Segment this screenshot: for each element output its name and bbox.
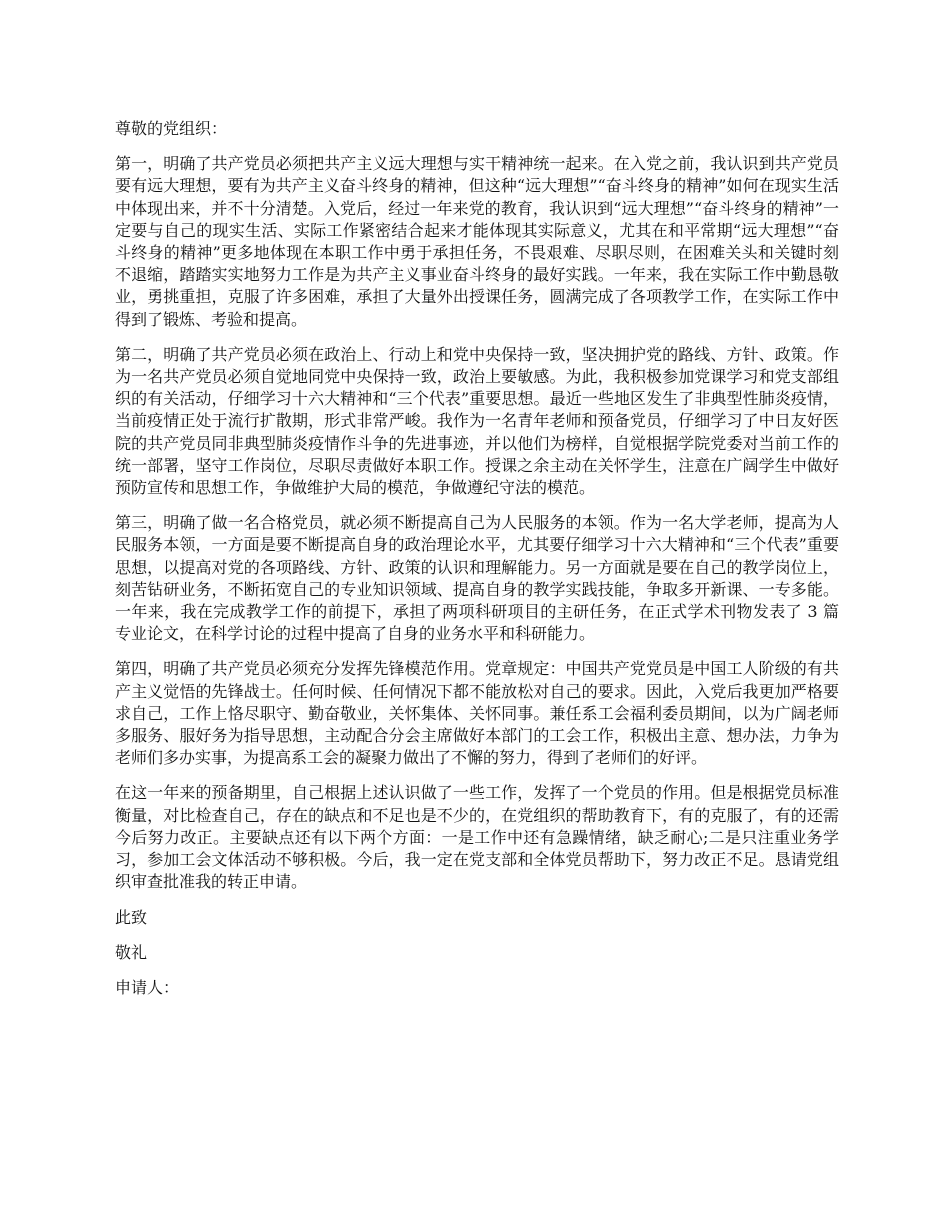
closing-line-1: 此致 xyxy=(115,907,148,927)
document-body xyxy=(115,118,839,1012)
paragraph-3: 第三，明确了做一名合格党员，就必须不断提高自己为人民服务的本领。作为一名大学老师，提高为人民服务本领，一方面是要不断提高自身的政治理论水平，尤其要仔细学习十六大精神和“三个代表”重要思想，以提高对党的各项路线、方针、政策的认识和理解能力。另一方面就是要在自己的教学岗位上，刻苦钻研业务，不断拓宽自己的专业知识领域、提高自身的教学实践技能，争取多开新课、一专多能。一年来，我在完成教学工作的前提下，承担了两项科研项目的主研任务，在正式学术刊物发表了 3 篇专业论文，在科学讨论的过程中提高了自身的业务水平和科研能力。 xyxy=(115,513,839,644)
paragraph-4: 第四，明确了共产党员必须充分发挥先锋模范作用。党章规定：中国共产党党员是中国工人阶级的有共产主义觉悟的先锋战士。任何时候、任何情况下都不能放松对自己的要求。因此，入党后我更加严格要求自己，工作上恪尽职守、勤奋敬业，关怀集体、关怀同事。兼任系工会福利委员期间，以为广阔老师多服务、服好务为指导思想，主动配合分会主席做好本部门的工会工作，积极出主意、想办法，力争为老师们多办实事，为提高系工会的凝聚力做出了不懈的努力，得到了老师们的好评。 xyxy=(115,659,839,768)
paragraph-2: 第二，明确了共产党员必须在政治上、行动上和党中央保持一致，坚决拥护党的路线、方针、政策。作为一名共产党员必须自觉地同党中央保持一致，政治上要敏感。为此，我积极参加党课学习和党支部组织的有关活动，仔细学习十六大精神和“三个代表”重要思想。最近一些地区发生了非典型性肺炎疫情，当前疫情正处于流行扩散期，形式非常严峻。我作为一名青年老师和预备党员，仔细学习了中日友好医院的共产党员同非典型肺炎疫情作斗争的先进事迹，并以他们为榜样，自觉根据学院党委对当前工作的统一部署，坚守工作岗位，尽职尽责做好本职工作。授课之余主动在关怀学生，注意在广阔学生中做好预防宣传和思想工作，争做维护大局的模范，争做遵纪守法的模范。 xyxy=(115,344,839,498)
salutation: 尊敬的党组织： xyxy=(115,119,228,138)
paragraph-1: 第一，明确了共产党员必须把共产主义远大理想与实干精神统一起来。在入党之前，我认识到共产党员要有远大理想，要有为共产主义奋斗终身的精神，但这种“远大理想”“奋斗终身的精神”如何在现实生活中体现出来，并不十分清楚。入党后，经过一年来党的教育，我认识到“远大理想”“奋斗终身的精神”一定要与自己的现实生活、实际工作紧密结合起来才能体现其实际意义，尤其在和平常期“远大理想”“奋斗终身的精神”更多地体现在本职工作中勇于承担任务，不畏艰难、尽职尽则，在困难关头和关键时刻不退缩，踏踏实实地努力工作是为共产主义事业奋斗终身的最好实践。一年来，我在实际工作中勤恳敬业，勇挑重担，克服了许多困难，承担了大量外出授课任务，圆满完成了各项教学工作，在实际工作中得到了锻炼、考验和提高。 xyxy=(115,154,839,329)
closing-line-2: 敬礼 xyxy=(115,942,148,962)
signature-label: 申请人： xyxy=(115,977,180,997)
paragraph-5: 在这一年来的预备期里，自己根据上述认识做了一些工作，发挥了一个党员的作用。但是根据党员标准衡量，对比检查自己，存在的缺点和不足也是不少的，在党组织的帮助教育下，有的克服了，有的还需今后努力改正。主要缺点还有以下两个方面：一是工作中还有急躁情绪，缺乏耐心;二是只注重业务学习，参加工会文体活动不够积极。今后，我一定在党支部和全体党员帮助下，努力改正不足。恳请党组织审查批准我的转正申请。 xyxy=(115,783,839,892)
